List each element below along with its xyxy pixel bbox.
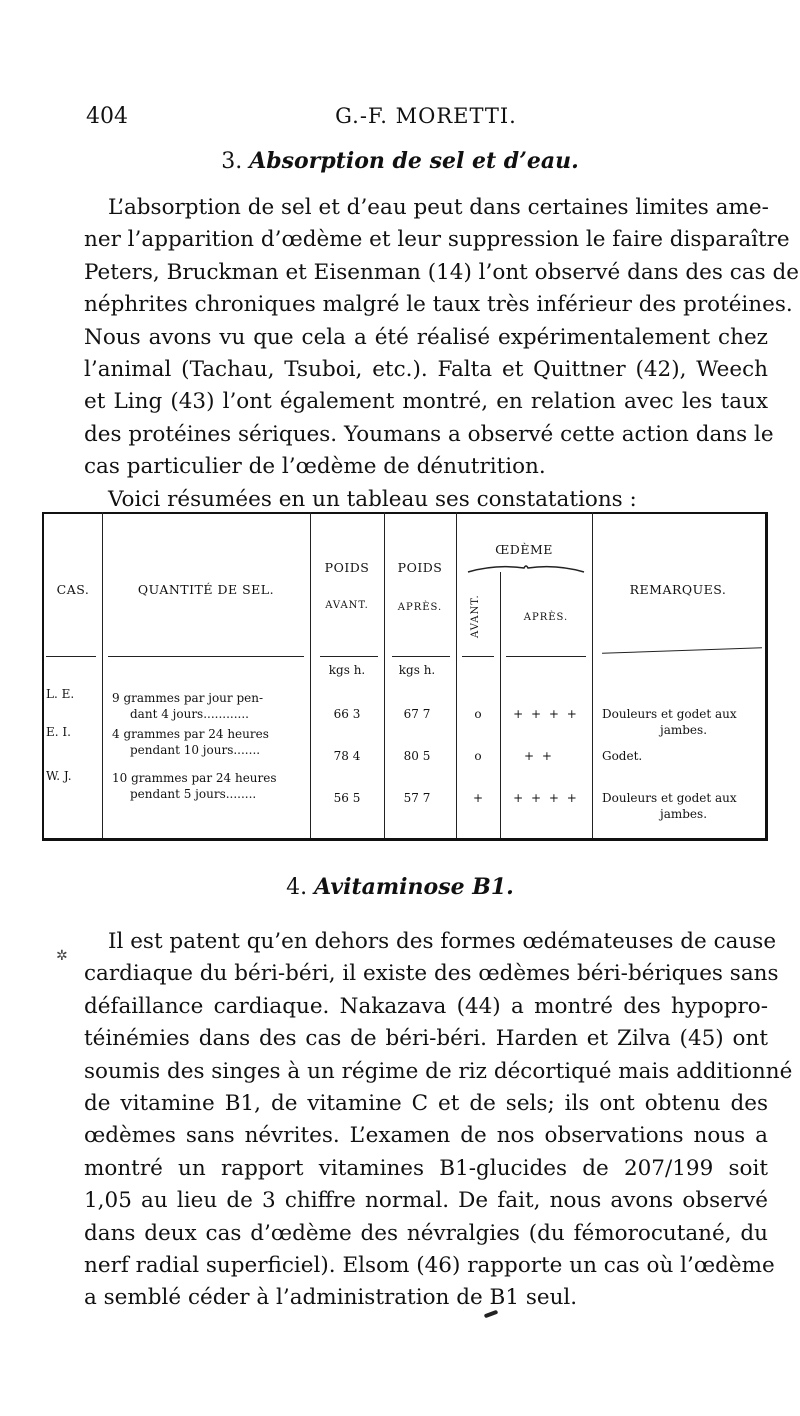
row-2-quantite-line: pendant 10 jours....... [130,743,261,757]
header-poids-apres-sub: APRÈS. [397,602,443,613]
row-1-oedeme-avant: o [474,707,482,721]
header-poids-avant: POIDS [324,560,370,575]
row-3-quantite [112,770,277,802]
header-rule [506,656,586,657]
text-line: et Ling (43) l’ont également montré, en relation avec les taux [84,389,768,415]
row-2-quantite [112,726,269,758]
text-line: Nous avons vu que cela a été réalisé expérimentalement chez [84,324,768,350]
header-remarques: REMARQUES. [629,582,727,597]
col-divider [592,512,593,838]
row-3-oedeme-apres: + + + + [513,791,579,805]
row-3-remarques-line: Douleurs et godet aux [602,791,737,805]
section-4-number: 4. [286,875,308,900]
col-divider [102,512,103,838]
text-line: Il est patent qu’en dehors des formes œdémateuses de cause [108,929,777,954]
header-rule [320,656,378,657]
unit-apres: kgs h. [398,663,436,677]
text-line: soumis des singes à un régime de riz décortiqué mais additionné [84,1058,793,1084]
text-line: cas particulier de l’œdème de dénutrition. [84,454,546,480]
text-line: néphrites chroniques malgré le taux très inférieur des protéines. [84,292,793,318]
section-3-title: Absorption de sel et d’eau. [249,148,579,174]
row-3-remarques-line: jambes. [660,807,708,821]
page-header [86,104,766,134]
text-line: de vitamine B1, de vitamine C et de sels; ils ont obtenu des [84,1091,768,1117]
header-cas: CAS. [56,582,90,597]
text-line: Peters, Bruckman et Eisenman (14) l’ont observé dans des cas de [84,259,799,285]
text-line: dans deux cas d’œdème des névralgies (du fémorocutané, du [84,1220,768,1246]
paragraph-salt-water [84,192,799,516]
row-2-quantite-line: 4 grammes par 24 heures [112,727,269,741]
row-3-poids-apres: 57 7 [403,791,431,805]
section-4-heading [0,874,800,900]
row-1-cas: L. E. [46,687,75,701]
text-line: ner l’apparition d’œdème et leur suppression le faire disparaître [84,227,790,253]
header-oedeme-apres: APRÈS. [523,612,569,623]
row-3-quantite-line: pendant 5 jours........ [130,787,257,801]
header-rule [392,656,450,657]
row-3-oedeme-avant: + [472,791,484,805]
header-oedeme: ŒDÈME [495,542,553,557]
header-oedeme-avant: AVANT. [470,594,481,638]
row-2-cas: E. I. [46,725,71,739]
row-3-cas: W. J. [46,769,72,783]
row-2-oedeme-apres: + + [524,749,554,763]
header-rule [462,656,494,657]
row-2-poids-avant: 78 4 [333,749,361,763]
row-2-remarques: Godet. [602,749,643,763]
unit-avant: kgs h. [328,663,366,677]
row-1-quantite-line: 9 grammes par jour pen- [112,691,264,705]
text-line: 1,05 au lieu de 3 chiffre normal. De fait, nous avons observé [84,1188,768,1214]
row-2-oedeme-avant: o [474,749,482,763]
row-1-poids-apres: 67 7 [403,707,431,721]
text-line: montré un rapport vitamines B1-glucides de 207/199 soit [84,1155,768,1181]
text-line: L’absorption de sel et d’eau peut dans certaines limites ame- [108,195,769,220]
row-1-remarques [602,706,766,738]
margin-mark-icon: ✲ [56,948,68,964]
row-1-quantite [112,690,263,722]
row-2-poids-apres: 80 5 [403,749,431,763]
text-line: téinémies dans des cas de béri-béri. Harden et Zilva (45) ont [84,1026,768,1052]
header-poids-avant-sub: AVANT. [325,600,369,611]
text-line: œdèmes sans névrites. L’examen de nos observations nous a [84,1123,768,1149]
section-3-number: 3. [221,149,243,174]
brace-mark [466,562,586,576]
text-line: a semblé céder à l’administration de B1 seul. [84,1285,578,1311]
row-1-quantite-line: dant 4 jours............ [130,707,249,721]
row-1-remarques-line: Douleurs et godet aux [602,707,737,721]
row-1-oedeme-apres: + + + + [513,707,579,721]
text-line: nerf radial superficiel). Elsom (46) rapporte un cas où l’œdème [84,1253,775,1279]
page-number: 404 [86,104,128,129]
row-3-remarques [602,790,766,822]
row-1-remarques-line: jambes. [660,723,708,737]
text-line: défaillance cardiaque. Nakazava (44) a montré des hypopro- [84,993,768,1019]
text-line: cardiaque du béri-béri, il existe des œdèmes béri-bériques sans [84,961,779,987]
row-3-poids-avant: 56 5 [333,791,361,805]
header-rule [46,656,96,657]
header-poids-apres: POIDS [397,560,443,575]
results-table [42,512,769,842]
running-head: G.-F. MORETTI. [335,104,517,128]
text-line: Voici résumées en un tableau ses constatations : [108,486,637,512]
row-3-quantite-line: 10 grammes par 24 heures [112,771,277,785]
header-rule [108,656,304,657]
paragraph-avitaminose [84,926,793,1315]
section-3-heading [0,148,800,174]
text-line: l’animal (Tachau, Tsuboi, etc.). Falta et Quittner (42), Weech [84,357,768,383]
header-quantite: QUANTITÉ DE SEL. [137,582,275,597]
row-1-poids-avant: 66 3 [333,707,361,721]
text-line: des protéines sériques. Youmans a observé cette action dans le [84,421,774,447]
section-4-title: Avitaminose B1. [314,874,514,900]
